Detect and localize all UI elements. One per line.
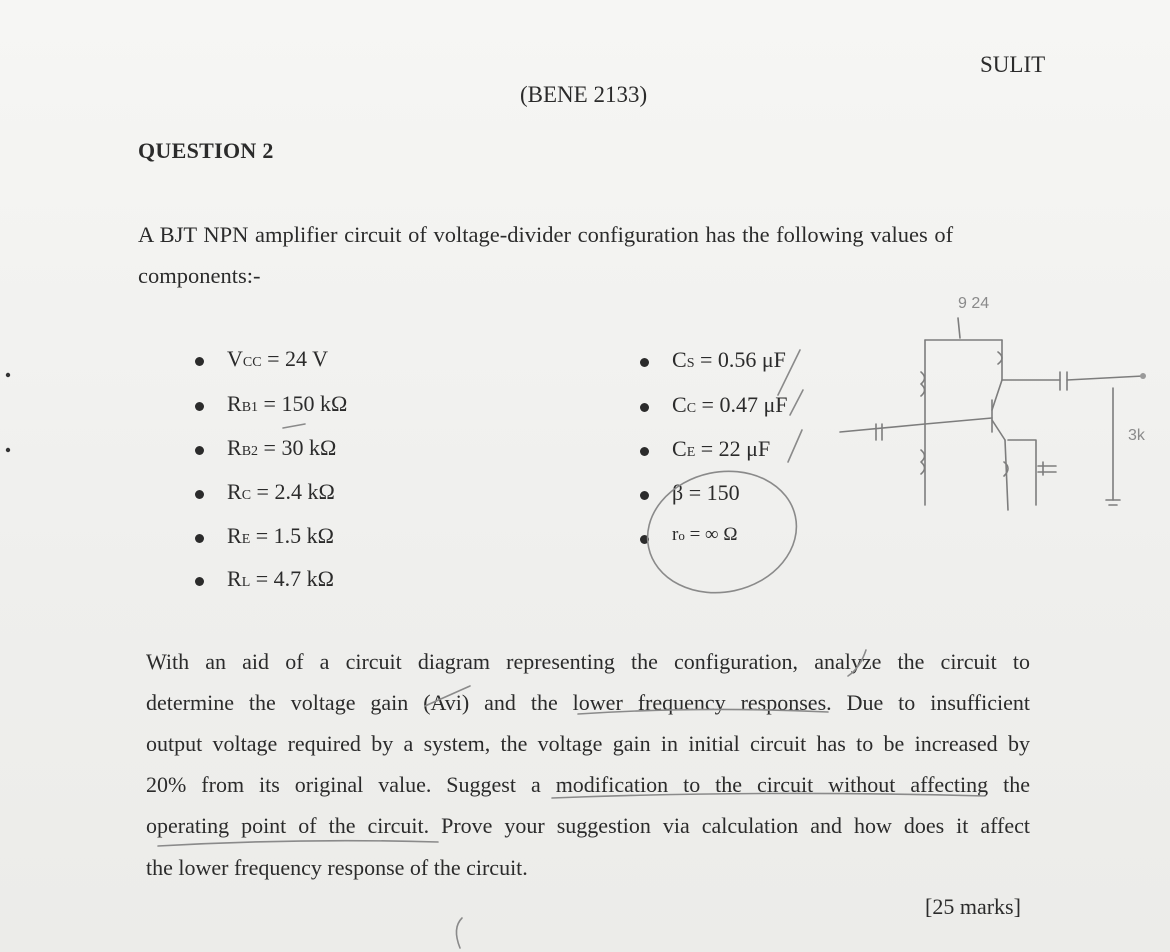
- component-rl: RL = 4.7 kΩ: [227, 566, 335, 591]
- sketch-supply-label: 9 24: [958, 295, 990, 312]
- component-cc: CC = 0.47 μF: [672, 392, 788, 417]
- marks-label: [25 marks]: [925, 894, 1021, 919]
- body-line: With an aid of a circuit diagram representing the configuration, analyze the circuit to: [146, 649, 1030, 674]
- question-intro-line-2: components:-: [138, 263, 261, 288]
- bullet-icon: [195, 357, 204, 366]
- component-vcc: VCC = 24 V: [227, 346, 328, 371]
- component-beta: β = 150: [672, 480, 740, 505]
- margin-dot: [6, 373, 10, 377]
- bullet-icon: [195, 534, 204, 543]
- body-line: determine the voltage gain (Avi) and the lower frequency responses. Due to insufficient: [146, 690, 1030, 715]
- classification-label: SULIT: [980, 52, 1046, 77]
- bullet-icon: [640, 535, 649, 544]
- body-line: output voltage required by a system, the voltage gain in initial circuit has to be increased by: [146, 731, 1030, 756]
- circuit-sketch: [840, 318, 1143, 510]
- margin-dot: [6, 448, 10, 452]
- component-re: RE = 1.5 kΩ: [227, 523, 335, 548]
- pencil-stroke: [790, 390, 803, 415]
- component-ce: CE = 22 μF: [672, 436, 771, 461]
- component-rb1: RB1 = 150 kΩ: [227, 391, 348, 416]
- pencil-underline: [158, 841, 438, 846]
- bullet-icon: [195, 446, 204, 455]
- body-line: the lower frequency response of the circuit.: [146, 855, 528, 880]
- output-terminal-dot: [1140, 373, 1146, 379]
- body-line: operating point of the circuit. Prove your suggestion via calculation and how does it affect: [146, 813, 1030, 838]
- sketch-load-label: 3k: [1128, 427, 1145, 444]
- component-cs: CS = 0.56 μF: [672, 347, 786, 372]
- body-line: 20% from its original value. Suggest a modification to the circuit without affecting the: [146, 772, 1030, 797]
- question-intro-line-1: A BJT NPN amplifier circuit of voltage-divider configuration has the following values of: [138, 222, 954, 247]
- bullet-icon: [640, 403, 649, 412]
- course-code: (BENE 2133): [520, 82, 648, 107]
- pencil-stroke: [283, 424, 305, 428]
- bullet-icon: [640, 447, 649, 456]
- bullet-icon: [195, 490, 204, 499]
- bullet-icon: [195, 402, 204, 411]
- bullet-icon: [195, 577, 204, 586]
- pencil-stroke: [788, 430, 802, 462]
- pencil-stroke: [456, 918, 462, 948]
- question-title: QUESTION 2: [138, 138, 274, 163]
- component-ro: ro = ∞ Ω: [672, 524, 738, 545]
- bullet-icon: [640, 358, 649, 367]
- bullet-icon: [640, 491, 649, 500]
- component-rc: RC = 2.4 kΩ: [227, 479, 335, 504]
- component-rb2: RB2 = 30 kΩ: [227, 435, 337, 460]
